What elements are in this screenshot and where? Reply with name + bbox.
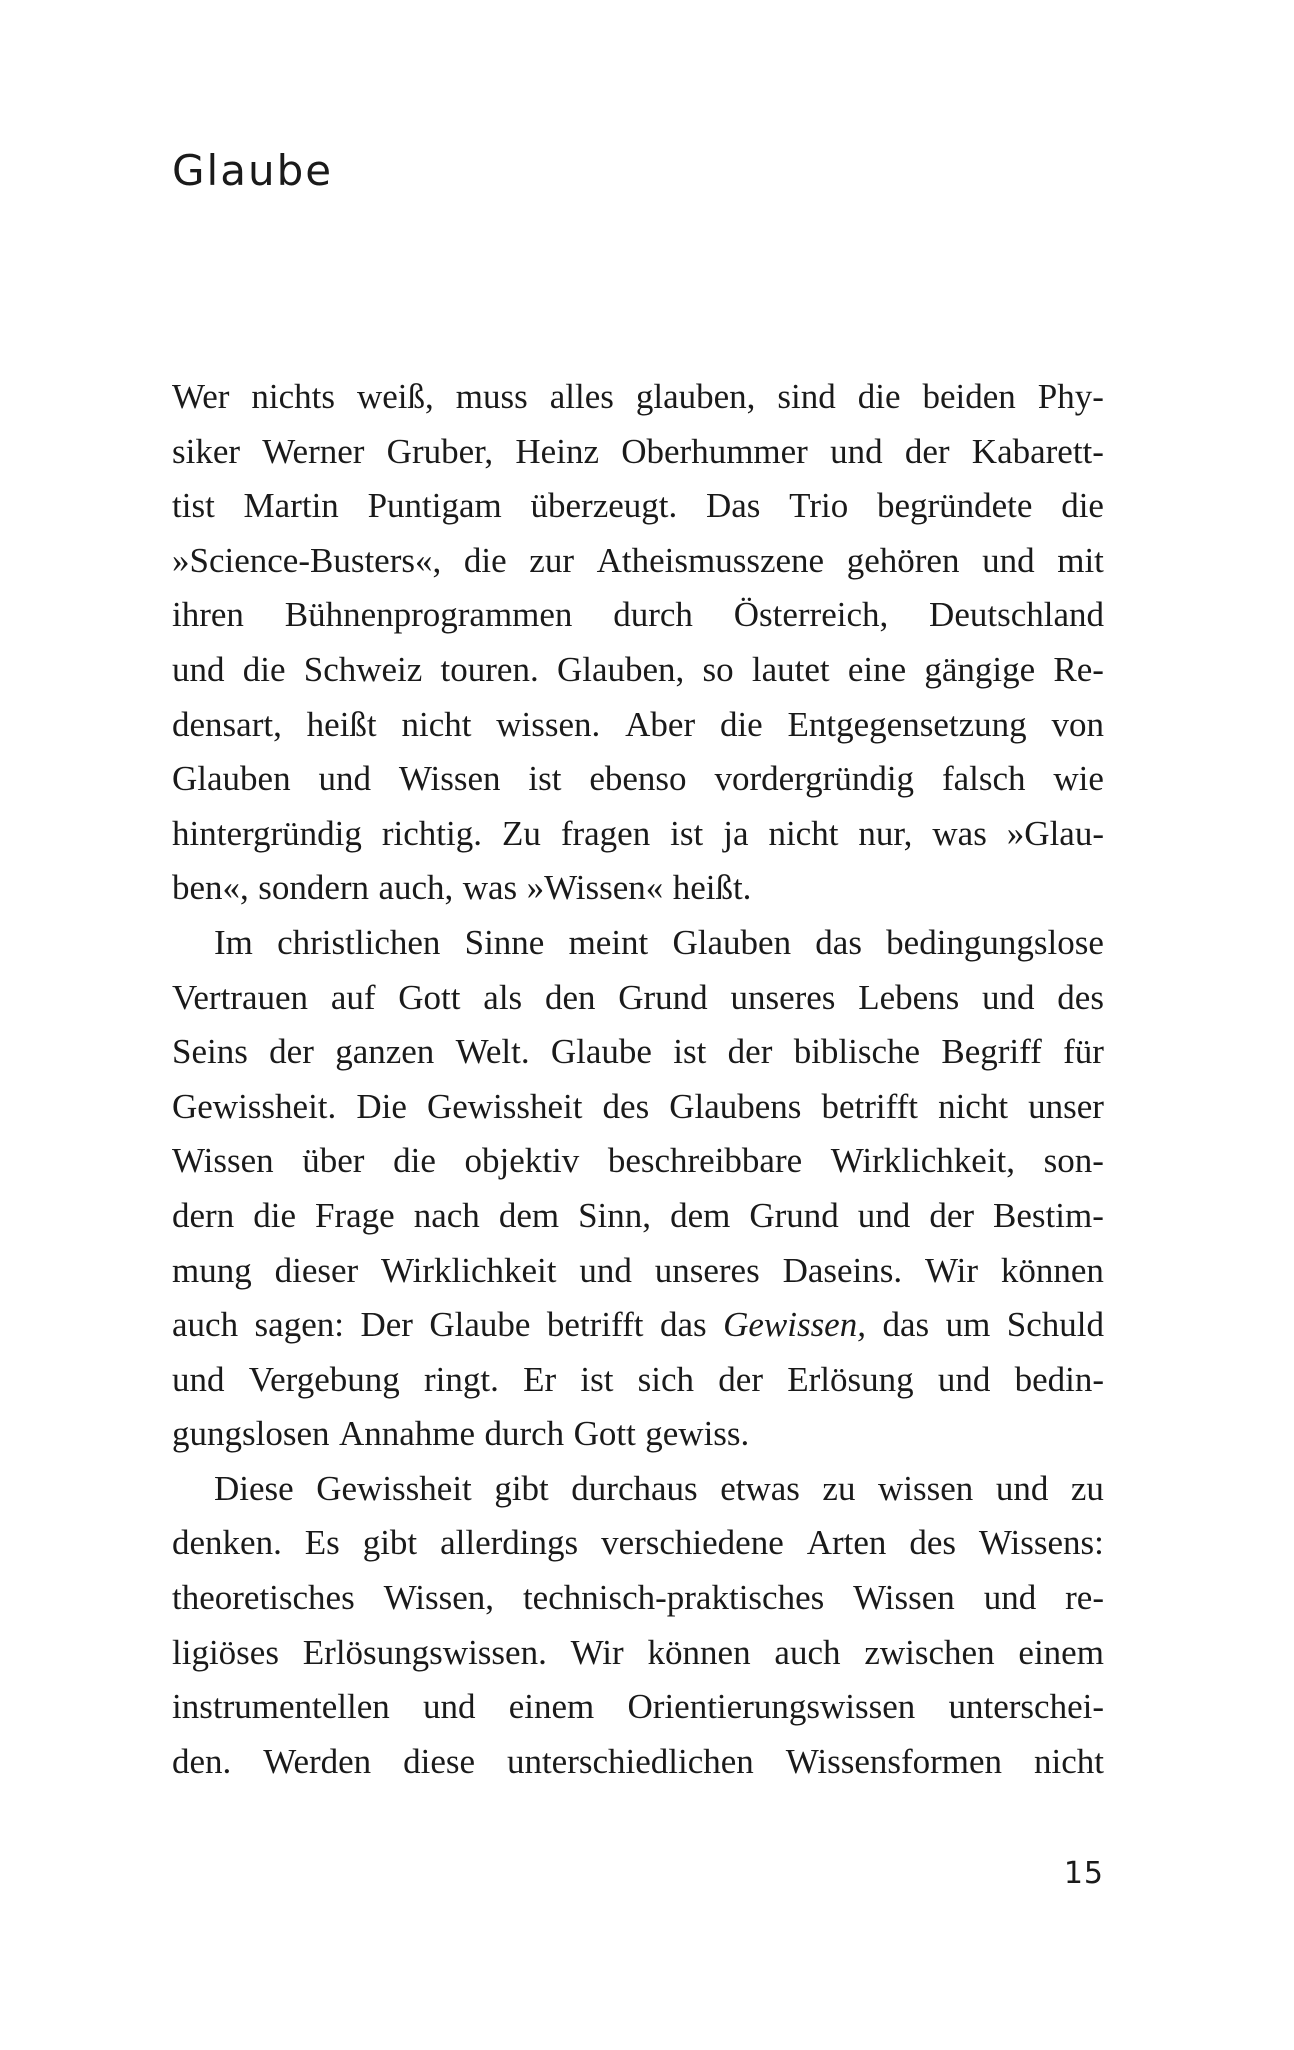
word: und	[422, 1687, 476, 1727]
word: Glauben	[672, 922, 792, 962]
word: und	[172, 1359, 225, 1399]
word: »Science-Busters«,	[172, 540, 442, 580]
word: diese	[403, 1741, 476, 1781]
word: beiden	[922, 377, 1016, 416]
word: Grund	[618, 977, 708, 1017]
word: das	[882, 1305, 930, 1345]
word: nicht	[768, 813, 839, 853]
word: der	[718, 1359, 763, 1399]
word: auch	[172, 1305, 239, 1345]
word: instrumentellen	[172, 1687, 390, 1727]
word: und	[983, 1578, 1037, 1618]
word: und	[982, 540, 1035, 580]
word: nicht	[401, 704, 472, 744]
word: siker	[172, 431, 241, 471]
word: eine	[847, 649, 907, 689]
word: sich	[637, 1359, 695, 1399]
word: ist	[528, 759, 562, 799]
text-line	[172, 1462, 1104, 1517]
word: die	[242, 649, 286, 689]
word: glauben,	[635, 377, 756, 416]
word: über	[302, 1141, 365, 1181]
word: Frage	[315, 1195, 395, 1235]
text-line	[172, 807, 1104, 862]
word: densart,	[172, 704, 282, 744]
word: die	[253, 1195, 296, 1235]
word: Diese	[214, 1468, 294, 1508]
body-text	[172, 370, 1104, 1789]
text-line	[172, 370, 1104, 425]
word: Vertrauen	[172, 977, 309, 1017]
word: verschiedene	[601, 1523, 784, 1563]
word: Re-	[1053, 649, 1104, 689]
word: dern	[172, 1195, 235, 1235]
text-line	[172, 1516, 1104, 1571]
word: christlichen	[277, 922, 441, 962]
word: Gott	[573, 1414, 636, 1454]
word: Erlösung	[787, 1359, 914, 1399]
text-line	[172, 1571, 1104, 1626]
word: touren.	[440, 649, 539, 689]
word: das	[659, 1305, 707, 1345]
word: sagen:	[254, 1305, 344, 1345]
word: lautet	[751, 649, 830, 689]
word: Martin	[243, 486, 339, 526]
word: unterschei-	[948, 1687, 1104, 1727]
word: den.	[172, 1741, 232, 1781]
word: Bestim-	[993, 1195, 1104, 1235]
word: ist	[673, 1032, 707, 1072]
word: durch	[613, 595, 693, 635]
word: Annahme	[338, 1414, 476, 1454]
word: Werner	[262, 431, 365, 471]
word: Wer	[172, 377, 230, 416]
word: heißt.	[672, 868, 752, 908]
chapter-title: Glaube	[172, 146, 334, 195]
word: Glaube	[429, 1305, 531, 1345]
word: Sinn,	[578, 1195, 652, 1235]
word: allerdings	[440, 1523, 579, 1563]
word: was	[462, 868, 518, 908]
word: Sinne	[464, 922, 545, 962]
word: Glauben,	[556, 649, 685, 689]
text-line	[172, 752, 1104, 807]
word: wissen.	[496, 704, 601, 744]
word: auf	[330, 977, 376, 1017]
word: Wissen	[853, 1578, 955, 1618]
word: Wissen,	[383, 1578, 495, 1618]
word: Wissen	[398, 759, 501, 799]
word: gehören	[846, 540, 960, 580]
text-line	[172, 1298, 1104, 1353]
text-line	[172, 1189, 1104, 1244]
word: betrifft	[546, 1305, 644, 1345]
word: Wissens:	[978, 1523, 1104, 1563]
word: mit	[1057, 540, 1104, 580]
word: und	[857, 1195, 911, 1235]
word: Wir	[570, 1632, 624, 1672]
word: nichts	[251, 377, 336, 416]
word: dem	[498, 1195, 560, 1235]
word: Bühnenprogrammen	[284, 595, 573, 635]
word: und	[579, 1250, 632, 1290]
word: meint	[568, 922, 649, 962]
text-line	[172, 971, 1104, 1026]
word: sind	[777, 377, 836, 416]
word: und	[995, 1468, 1049, 1508]
word: mung	[172, 1250, 252, 1290]
word: Zu	[501, 813, 541, 853]
word: Werden	[263, 1741, 372, 1781]
word: gängige	[924, 649, 1036, 689]
text-line	[172, 643, 1104, 698]
word: betrifft	[821, 1086, 919, 1126]
word: begründete	[876, 486, 1033, 526]
word: Gewissheit.	[172, 1086, 337, 1126]
word: »Glau-	[1006, 813, 1104, 853]
word: Atheismusszene	[596, 540, 825, 580]
text-line	[172, 1626, 1104, 1681]
word: wissen	[878, 1468, 974, 1508]
word: Gewissheit	[426, 1086, 583, 1126]
word: Grund	[749, 1195, 839, 1235]
word: die	[393, 1141, 436, 1181]
word: dem	[670, 1195, 731, 1235]
word: auch	[774, 1632, 841, 1672]
word: ja	[723, 813, 749, 853]
word: Wissensformen	[785, 1741, 1003, 1781]
text-line	[172, 534, 1104, 589]
word: richtig.	[381, 813, 482, 853]
text-line	[172, 425, 1104, 480]
word: Seins	[172, 1032, 248, 1072]
word: Gruber,	[386, 431, 494, 471]
word: ist	[580, 1359, 614, 1399]
text-line	[172, 1244, 1104, 1299]
word: Schweiz	[303, 649, 423, 689]
text-line	[172, 1680, 1104, 1735]
word: Aber	[625, 704, 696, 744]
word: Gewissen,	[723, 1305, 866, 1345]
word: Erlösungswissen.	[302, 1632, 547, 1672]
text-line	[172, 861, 1104, 916]
word: der	[269, 1032, 314, 1072]
text-line	[172, 479, 1104, 534]
word: Gewissheit	[316, 1468, 472, 1508]
word: Entgegensetzung	[787, 704, 1027, 744]
text-line	[172, 916, 1104, 971]
word: Heinz	[515, 431, 599, 471]
word: Der	[360, 1305, 413, 1345]
word: ist	[670, 813, 704, 853]
word: für	[1063, 1032, 1104, 1072]
word: und	[172, 649, 225, 689]
word: Glaubens	[669, 1086, 802, 1126]
word: der	[727, 1032, 773, 1072]
word: gibt	[362, 1523, 418, 1563]
word: weiß,	[357, 377, 434, 416]
word: und	[982, 977, 1035, 1017]
word: das	[815, 922, 862, 962]
word: zwischen	[864, 1632, 995, 1672]
word: Im	[214, 922, 253, 962]
word: und	[318, 759, 371, 799]
word: Phy-	[1037, 377, 1104, 416]
word: ebenso	[589, 759, 687, 799]
word: durch	[484, 1414, 565, 1454]
text-line	[172, 698, 1104, 753]
word: und	[830, 431, 883, 471]
word: heißt	[306, 704, 377, 744]
text-line	[172, 1080, 1104, 1135]
text-line	[172, 1353, 1104, 1408]
word: was	[932, 813, 987, 853]
word: bedin-	[1014, 1359, 1104, 1399]
word: den	[544, 977, 596, 1017]
word: Begriff	[941, 1032, 1042, 1072]
text-line	[172, 588, 1104, 643]
word: biblische	[793, 1032, 921, 1072]
word: nicht	[1033, 1741, 1104, 1781]
word: »Wissen«	[526, 868, 664, 908]
word: vordergründig	[714, 759, 915, 799]
word: Daseins.	[782, 1250, 903, 1290]
word: dieser	[274, 1250, 359, 1290]
word: der	[929, 1195, 975, 1235]
word: als	[483, 977, 523, 1017]
word: gungslosen	[172, 1414, 330, 1454]
word: Gott	[398, 977, 461, 1017]
word: bedingungslose	[886, 922, 1104, 962]
word: zu	[822, 1468, 856, 1508]
word: alles	[549, 377, 614, 416]
text-line	[172, 1735, 1104, 1790]
word: nach	[413, 1195, 480, 1235]
word: ben«,	[172, 868, 249, 908]
word: ihren	[172, 595, 244, 635]
word: des	[909, 1523, 956, 1563]
word: die	[719, 704, 763, 744]
word: Kabarett-	[971, 431, 1104, 471]
word: Welt.	[455, 1032, 530, 1072]
word: Orientierungswissen	[627, 1687, 916, 1727]
word: Es	[304, 1523, 340, 1563]
word: Deutschland	[929, 595, 1104, 635]
word: von	[1051, 704, 1104, 744]
word: unseres	[654, 1250, 760, 1290]
word: des	[1057, 977, 1104, 1017]
word: zu	[1070, 1468, 1104, 1508]
word: und	[937, 1359, 991, 1399]
word: ligiöses	[172, 1632, 279, 1672]
word: Puntigam	[367, 486, 502, 526]
word: son-	[1043, 1141, 1104, 1181]
text-line	[172, 1134, 1104, 1189]
word: Oberhummer	[621, 431, 808, 471]
word: wie	[1053, 759, 1104, 799]
word: Lebens	[858, 977, 960, 1017]
word: beschreibbare	[607, 1141, 803, 1181]
word: objektiv	[464, 1141, 580, 1181]
word: gewiss.	[645, 1414, 750, 1454]
word: durchaus	[571, 1468, 698, 1508]
word: Trio	[789, 486, 849, 526]
word: Arten	[806, 1523, 887, 1563]
word: muss	[455, 377, 528, 416]
word: Wirklichkeit,	[830, 1141, 1016, 1181]
word: ringt.	[423, 1359, 499, 1399]
word: die	[1061, 486, 1104, 526]
word: Das	[705, 486, 761, 526]
word: technisch-praktisches	[522, 1578, 825, 1618]
word: sondern	[258, 868, 370, 908]
word: Österreich,	[733, 595, 889, 635]
word: falsch	[941, 759, 1026, 799]
word: Wirklichkeit	[381, 1250, 557, 1290]
word: Er	[523, 1359, 557, 1399]
word: Vergebung	[248, 1359, 400, 1399]
word: Wissen	[172, 1141, 274, 1181]
word: denken.	[172, 1523, 282, 1563]
word: ganzen	[335, 1032, 435, 1072]
word: der	[904, 431, 950, 471]
word: unseres	[730, 977, 836, 1017]
word: können	[647, 1632, 751, 1672]
word: etwas	[720, 1468, 800, 1508]
word: einem	[508, 1687, 595, 1727]
text-line	[172, 1407, 1104, 1462]
word: nur,	[858, 813, 913, 853]
word: Glauben	[172, 759, 291, 799]
word: tist	[172, 486, 215, 526]
word: zur	[529, 540, 574, 580]
page-number: 15	[1063, 1856, 1104, 1891]
word: einem	[1018, 1632, 1104, 1672]
word: Schuld	[1006, 1305, 1104, 1345]
word: Die	[356, 1086, 407, 1126]
word: um	[945, 1305, 991, 1345]
word: so	[702, 649, 734, 689]
word: hintergründig	[172, 813, 362, 853]
word: re-	[1065, 1578, 1104, 1618]
text-line	[172, 1025, 1104, 1080]
word: können	[1000, 1250, 1104, 1290]
word: die	[857, 377, 901, 416]
word: theoretisches	[172, 1578, 355, 1618]
word: gibt	[494, 1468, 549, 1508]
word: Wir	[924, 1250, 978, 1290]
word: fragen	[560, 813, 651, 853]
word: überzeugt.	[530, 486, 678, 526]
word: auch,	[378, 868, 454, 908]
word: unterschiedlichen	[506, 1741, 754, 1781]
word: des	[602, 1086, 650, 1126]
word: Glaube	[550, 1032, 652, 1072]
word: nicht	[938, 1086, 1009, 1126]
word: unser	[1028, 1086, 1104, 1126]
word: die	[463, 540, 507, 580]
